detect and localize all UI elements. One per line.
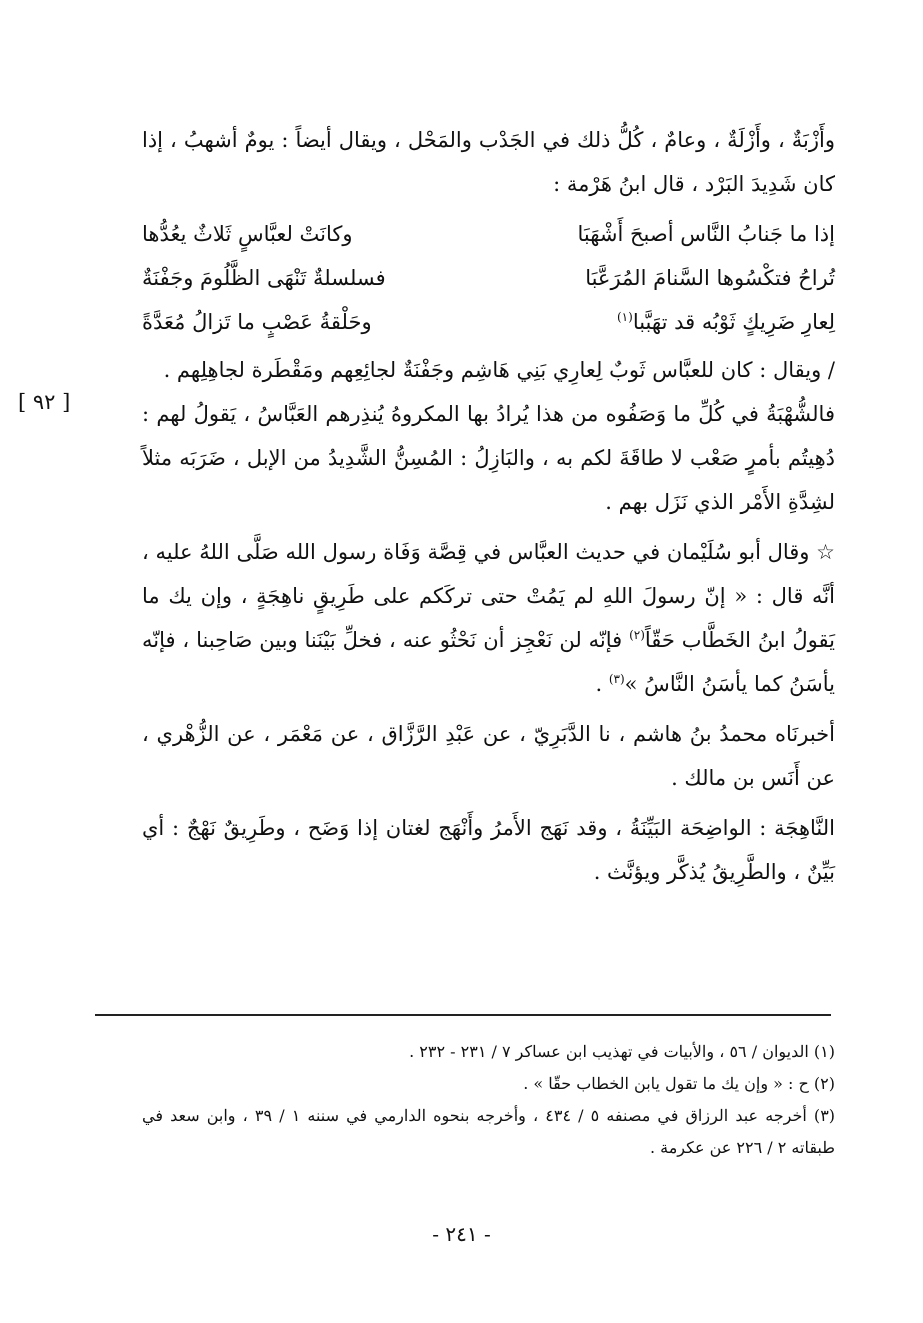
- margin-page-reference: [ ٩٢ ]: [18, 390, 71, 414]
- paragraph-abbas-garment: / ويقال : كان للعبَّاس ثَوبٌ لِعارِي بَنِي هَاشِم وجَفْنَةٌ لجائِعِهم ومَقْطَرة لجاهِلِهم .: [163, 358, 835, 382]
- footnote-ref[interactable]: (٢): [629, 628, 645, 642]
- verse-hemistich-second: فسلسلةٌ تَنْهَى الظَّلُومَ وجَفْنَةٌ: [142, 266, 386, 290]
- hadith-text-1: ☆ وقال أبو سُلَيْمان في حديث العبَّاس في قِصَّة وَفَاة رسول الله صَلَّى اللهُ عليه ، أنَّه قال : « إنّ رسولَ اللهِ لم يَمُتْ حتى تركَكم على طَرِيقٍ ناهِجَةٍ ، وإن يك ما يَقولُ ابنُ الخَطَّاب حَقّاً: [142, 540, 835, 652]
- main-text: [142, 118, 835, 894]
- verse-line: [142, 212, 835, 256]
- paragraph-isnad: أخبرنَاه محمدُ بنُ هاشم ، نا الدَّبَرِيّ ، عن عَبْدِ الرَّزَّاق ، عن مَعْمَر ، عن الزُّهْري ، عن أَنَس بن مالك .: [142, 722, 835, 790]
- footnote-3: (٣) أخرجه عبد الرزاق في مصنفه ٥ / ٤٣٤ ، وأخرجه بنحوه الدارمي في سننه ١ / ٣٩ ، وابن سعد في طبقاته ٢ / ٢٢٦ عن عكرمة .: [142, 1106, 836, 1157]
- footnote-1: (١) الديوان / ٥٦ ، والأبيات في تهذيب ابن عساكر ٧ / ٢٣١ - ٢٣٢ .: [409, 1042, 835, 1061]
- paragraph-shuhba: فالشُّهْبَةُ في كُلِّ ما وَصَفُوه من هذا يُرادُ بها المكروهُ يُنذِرهم العَبَّاسُ ، يَقولُ لهم : دُهِيتُم بأمرٍ صَعْب لا طاقَةَ لكم به ، والبَازِلُ : المُسِنُّ الشَّدِيدُ من الإبل ، ضَرَبَه مثلاً لشِدَّةِ الأَمْر الذي نَزَل بهم .: [142, 402, 835, 514]
- verse-hemistich-second: وحَلْقةُ عَصْبٍ ما تَزالُ مُعَدَّةً: [142, 310, 372, 334]
- footnotes: [142, 1036, 835, 1164]
- footnote-2: (٢) ح : « وإن يك ما تقول يابن الخطاب حقّا » .: [523, 1074, 835, 1093]
- verse-hemistich-second: وكانَتْ لعبَّاسٍ ثَلاثٌ يعُدُّها: [142, 222, 353, 246]
- footnote-divider: [95, 1014, 831, 1016]
- verse-hemistich-first: [502, 300, 835, 344]
- verse-line: [142, 256, 835, 300]
- verse-text: لِعارِ ضَرِيكٍ ثَوْبُه قد تهَبَّبا: [632, 310, 835, 334]
- paragraph-nahija: النَّاهِجَة : الواضِحَة البَيِّنَةُ ، وقد نَهَج الأَمرُ وأَنْهَج لغتان إذا وَضَح ، وطَرِيقٌ نَهْجٌ : أي بَيِّنٌ ، والطَّرِيقُ يُذكَّر ويؤنَّث .: [142, 816, 835, 884]
- hadith-text-3: .: [595, 672, 609, 696]
- paragraph-definitions: وأَزْبَةٌ ، وأَزْلَةٌ ، وعامٌ ، كُلُّ ذلك في الجَدْب والمَحْل ، ويقال أيضاً : يومٌ أشهبُ ، إذا كان شَدِيدَ البَرْد ، قال ابنُ هَرْمة :: [142, 128, 835, 196]
- page-number: - ٢٤١ -: [432, 1222, 491, 1246]
- verse-line: [142, 300, 835, 344]
- verse-hemistich-first: إذا ما جَنابُ النَّاس أصبحَ أَشْهَبَا: [577, 222, 835, 246]
- hadith-text-2: فإنّه لن نَعْجِز أن نَحْثُو عنه ، فخلِّ بَيْنَنا وبين صَاحِبنا ، فإنّه يأسَنُ كما يأسَنُ النَّاسُ »: [142, 628, 835, 696]
- paragraph-hadith: [142, 530, 835, 706]
- footnote-ref[interactable]: (٣): [608, 672, 625, 686]
- footnote-ref[interactable]: (١): [616, 310, 633, 324]
- poem-block: [142, 212, 835, 344]
- verse-hemistich-first: تُراحُ فتكْسُوها السَّنامَ المُرَعَّبَا: [585, 266, 835, 290]
